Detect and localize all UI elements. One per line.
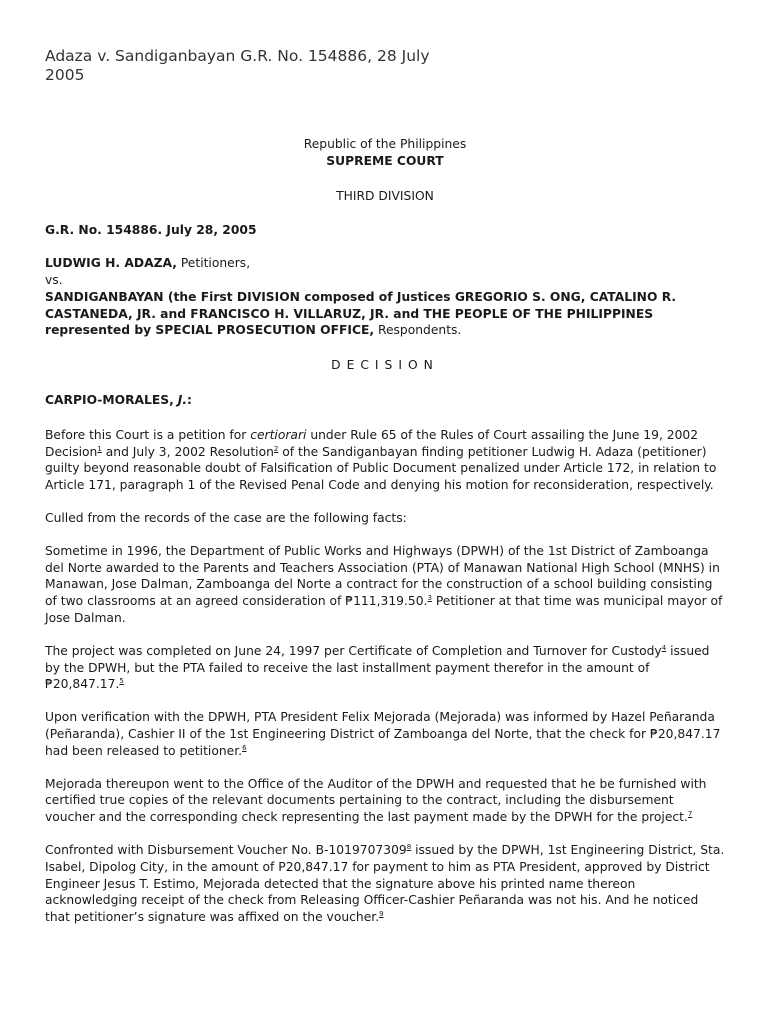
paragraph-1 bbox=[45, 427, 725, 494]
gr-number-text: G.R. No. 154886. July 28, 2005 bbox=[45, 223, 257, 238]
footnote-link[interactable]: 9 bbox=[379, 910, 384, 919]
petitioner-line bbox=[45, 255, 725, 272]
p3-text-a: Sometime in 1996, the Department of Public Works and Highways (DPWH) of the 1st District of Zamboanga del Norte awarded to the Parents and Teachers Association (PTA) of Manawan National High School (MNHS) in Manawan, Jose Dalman, Zamboanga del Norte a contract for the construction of a school building consisting of two classrooms at an agreed consideration of ₱111,319.50. bbox=[45, 543, 720, 609]
decision-heading: DECISION bbox=[331, 358, 439, 373]
ponente-colon: : bbox=[187, 392, 192, 407]
footnote-link[interactable]: 5 bbox=[119, 677, 124, 686]
ponente-name: CARPIO-MORALES, bbox=[45, 392, 174, 407]
footnote-link[interactable]: 8 bbox=[406, 842, 412, 851]
p4-text-b: issued by the DPWH, but the PTA failed to receive the last installment payment therefor in the amount of ₱20,847.17. bbox=[45, 643, 710, 692]
footnote-link[interactable]: 6 bbox=[242, 743, 247, 752]
p7-text-b: issued by the DPWH, 1st Engineering District, Sta. Isabel, Dipolog City, in the amount of P20,847.17 for payment to him as PTA President, approved by District Engineer Jesus T. Estimo, Mejorada detected that the signature above his printed name thereon acknowledging receipt of the check from Releasing Officer-Cashier Peñaranda was not his. And he noticed that petitioner’s signature was affixed on the voucher. bbox=[45, 842, 725, 925]
respondent-name: SANDIGANBAYAN (the First DIVISION composed of Justices GREGORIO S. ONG, CATALINO R. CASTANEDA, JR. and FRANCISCO H. VILLARUZ, JR. and THE PEOPLE OF THE PHILIPPINES represented by SPECIAL PROSECUTION OFFICE, bbox=[45, 289, 677, 338]
p1-text-d: and July 3, 2002 Resolution bbox=[101, 444, 274, 459]
republic-line: Republic of the Philippines bbox=[303, 137, 467, 151]
paragraph-5 bbox=[45, 709, 725, 759]
paragraph-7 bbox=[45, 842, 725, 926]
p1-text-a: Before this Court is a petition for bbox=[45, 427, 251, 442]
footnote-link[interactable]: 3 bbox=[427, 594, 432, 603]
petitioner-name: LUDWIG H. ADAZA, bbox=[45, 256, 177, 271]
footnote-link[interactable]: 4 bbox=[661, 643, 667, 652]
p7-text-a: Confronted with Disbursement Voucher No. B-1019707309 bbox=[45, 842, 407, 857]
gr-number-line bbox=[45, 222, 725, 239]
court-name bbox=[45, 153, 725, 170]
p4-text-a: The project was completed on June 24, 1997 per Certificate of Completion and Turnover for Custody bbox=[45, 643, 662, 658]
paragraph-3 bbox=[45, 543, 725, 627]
document-title: Adaza v. Sandiganbayan G.R. No. 154886, 28 July 2005 bbox=[45, 47, 430, 84]
ponente-line bbox=[45, 392, 725, 409]
p1-text-c: under Rule 65 of the Rules of Court assailing the June 19, 2002 Decision bbox=[45, 427, 699, 459]
p1-certiorari: certiorari bbox=[250, 427, 307, 442]
respondent-role: Respondents. bbox=[374, 323, 462, 338]
p3-text-b: Petitioner at that time was municipal mayor of Jose Dalman. bbox=[45, 594, 723, 625]
p1-text-e: of the Sandiganbayan finding petitioner Ludwig H. Adaza (petitioner) guilty beyond reasonable doubt of Falsification of Public Document penalized under Article 172, in relation to Article 171, paragraph 1 of the Revised Penal Code and denying his motion for reconsideration, respectively. bbox=[45, 444, 717, 493]
respondent-block bbox=[45, 289, 725, 339]
footnote-link[interactable]: 2 bbox=[273, 444, 279, 453]
paragraph-4 bbox=[45, 643, 725, 693]
footnote-link[interactable]: 1 bbox=[97, 444, 102, 453]
court-name-text: SUPREME COURT bbox=[326, 153, 444, 168]
footnote-link[interactable]: 7 bbox=[687, 810, 693, 819]
p5-text-a: Upon verification with the DPWH, PTA President Felix Mejorada (Mejorada) was informed by Hazel Peñaranda (Peñaranda), Cashier II of the 1st Engineering District of Zamboanga del Norte, that the check for ₱20,847.17 had been released to petitioner. bbox=[45, 710, 721, 758]
ponente-title: J. bbox=[177, 392, 187, 407]
versus-line: vs. bbox=[45, 272, 63, 287]
petitioner-role: Petitioners, bbox=[176, 256, 251, 271]
paragraph-2: Culled from the records of the case are the following facts: bbox=[45, 510, 407, 525]
document-body bbox=[45, 136, 725, 926]
paragraph-6 bbox=[45, 776, 725, 826]
p6-text-a: Mejorada thereupon went to the Office of the Auditor of the DPWH and requested that he be furnished with certified true copies of the relevant documents pertaining to the contract, including the disbursement voucher and the corresponding check representing the last payment made by the DPWH for the project. bbox=[45, 776, 707, 825]
division-name: THIRD DIVISION bbox=[336, 188, 434, 203]
